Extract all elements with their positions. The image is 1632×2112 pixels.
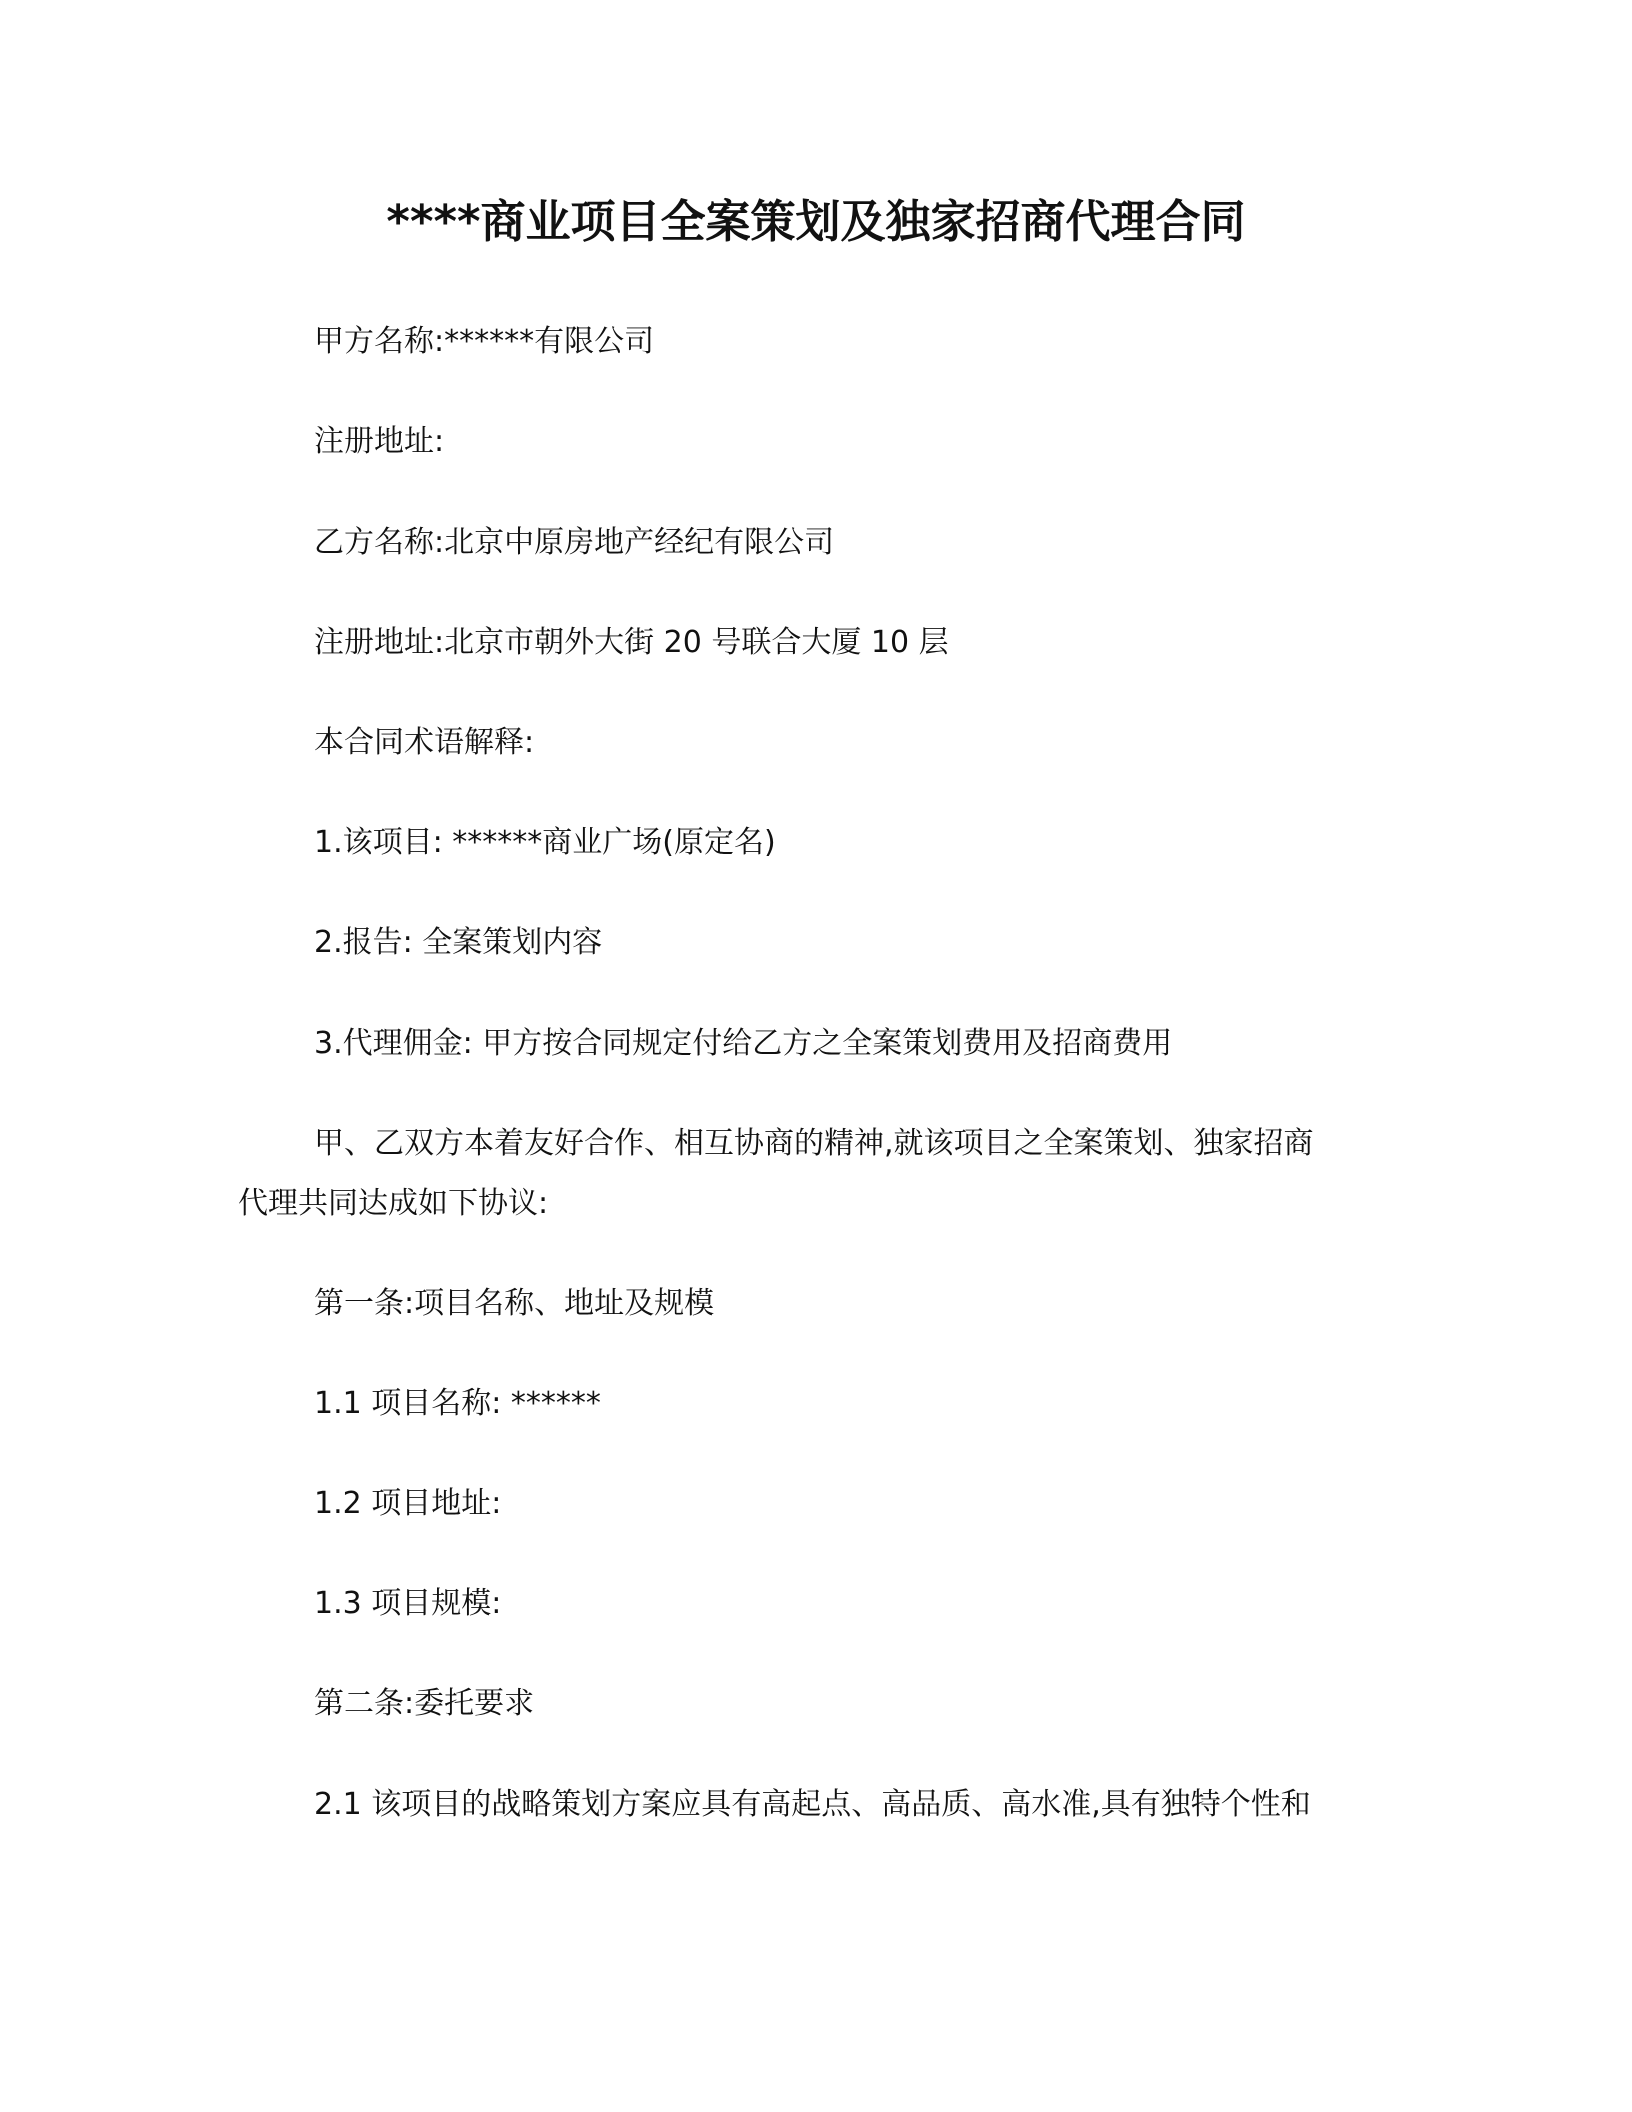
item-1-1: 1.1 项目名称: ****** xyxy=(314,1386,601,1421)
term-3: 3.代理佣金: 甲方按合同规定付给乙方之全案策划费用及招商费用 xyxy=(314,1026,1173,1061)
item-1-2: 1.2 项目地址: xyxy=(314,1486,502,1521)
term-1: 1.该项目: ******商业广场(原定名) xyxy=(314,825,776,860)
party-a-name: 甲方名称:******有限公司 xyxy=(314,324,655,359)
preamble-line-1: 甲、乙双方本着友好合作、相互协商的精神,就该项目之全案策划、独家招商 xyxy=(314,1126,1314,1161)
term-2: 2.报告: 全案策划内容 xyxy=(314,925,603,960)
party-b-address: 注册地址:北京市朝外大街 20 号联合大厦 10 层 xyxy=(314,625,949,660)
party-b-name: 乙方名称:北京中原房地产经纪有限公司 xyxy=(314,525,835,560)
article-1-heading: 第一条:项目名称、地址及规模 xyxy=(314,1286,715,1321)
terms-heading: 本合同术语解释: xyxy=(314,725,535,760)
preamble-line-2: 代理共同达成如下协议: xyxy=(238,1186,549,1221)
party-a-address: 注册地址: xyxy=(314,424,445,459)
item-1-3: 1.3 项目规模: xyxy=(314,1586,502,1621)
article-2-heading: 第二条:委托要求 xyxy=(314,1686,535,1721)
item-2-1: 2.1 该项目的战略策划方案应具有高起点、高品质、高水准,具有独特个性和 xyxy=(314,1787,1311,1822)
contract-title: ****商业项目全案策划及独家招商代理合同 xyxy=(386,195,1246,248)
